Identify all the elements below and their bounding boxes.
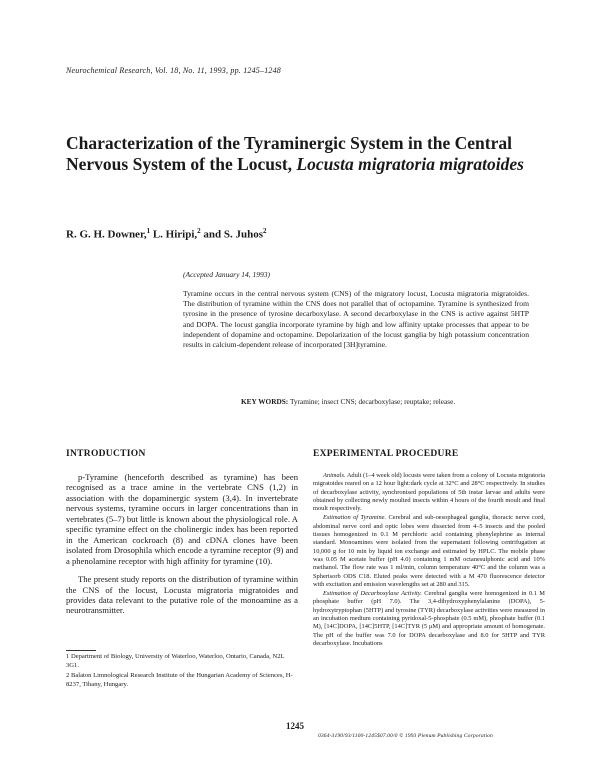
author-1-affil: 1 — [146, 227, 151, 235]
author-1: R. G. H. Downer, — [66, 228, 147, 241]
footnote-1: 1 Department of Biology, University of Waterloo, Waterloo, Ontario, Canada, N2L 3G1. — [66, 653, 285, 669]
author-2-affil: 2 — [197, 227, 201, 235]
copyright-line: 0364-3190/93/1100-1245$07.00/0 © 1993 Plenum Publishing Corporation — [318, 733, 493, 739]
article-title — [66, 133, 536, 175]
author-3-affil: 2 — [263, 227, 267, 235]
abstract: Tyramine occurs in the central nervous system (CNS) of the migratory locust, Locusta migratoria migratoides. The distribution of tyramine within the CNS does not parallel that of octopamine. Tyramine is synthesized from tyrosine in the presence of tyrosine decarboxylase. A second decarboxylase in the CNS is active against 5HTP and DOPA. The locust ganglia incorporate tyramine by high and low affinity uptake processes that appear to be independent of dopamine and octopamine. Depolarization of the locust ganglia by high potassium concentration results in calcium-dependent release of incorporated [3H]tyramine. — [183, 289, 529, 350]
title-species: Locusta migratoria migratoides — [296, 154, 524, 174]
introduction-paragraph-2: The present study reports on the distribution of tyramine within the CNS of the locust, Locusta migratoria migratoides and provides data relevant to the putative role of the monoamine as a neurotransmitter. — [66, 574, 298, 616]
experimental-paragraph-3 — [313, 590, 545, 648]
introduction-body — [66, 472, 298, 616]
animals-text: Adult (1–4 week old) locusts were taken from a colony of Locusta migratoria migratoides reared on a 12 hour light:dark cycle at 32°C and 28°C respectively. In studies of decarboxylase activity, synchronised populations of 5th instar larvae and adults were obtained by collecting newly moulted insects within 4 hours of the fourth moult and final moult respectively. — [313, 472, 545, 513]
experimental-paragraph-1 — [313, 472, 545, 513]
title-main: Characterization of the Tyraminergic System in the Central Nervous System of the Locust, — [66, 133, 512, 174]
animals-label: Animals. — [323, 472, 346, 479]
decarboxylase-label: Estimation of Decarboxylase Activity. — [323, 590, 422, 598]
experimental-body — [313, 472, 545, 649]
footnote-2: 2 Balaton Limnological Research Institute of the Hungarian Academy of Sciences, H-8237, Tihany, Hungary. — [66, 672, 293, 688]
decarboxylase-text: Cerebral ganglia were homogenized in 0.1 M phosphate buffer (pH 7.0). The 3,4-dihydroxyphenylalanine (DOPA), 5-hydroxytryptophan (5HTP) and tyrosine (TYR) decarboxylase activities were measured in an incubation medium containing pyridoxal-5-phosphate (0.5 mM), phosphate buffer (0.1 M), [14C]DOPA, [14C]5HTP, [14C]TYR (5 μM) and appropriate amount of homogenate. The pH of the buffer was 7.0 for DOPA decarboxylase and 8.0 for 5HTP and TYR decarboxylase. Incubations — [313, 590, 545, 647]
journal-citation: Neurochemical Research, Vol. 18, No. 11, 1993, pp. 1245–1248 — [66, 66, 282, 75]
keywords-text: Tyramine; insect CNS; decarboxylase; reuptake; release. — [289, 397, 456, 406]
author-2: L. Hiripi, — [152, 228, 198, 241]
page-number: 1245 — [286, 721, 304, 731]
experimental-paragraph-2 — [313, 514, 545, 589]
author-conjunction: and — [203, 228, 222, 241]
tyramine-estimation-label: Estimation of Tyramine. — [323, 514, 387, 522]
footnote-rule — [66, 650, 96, 651]
tyramine-estimation-text: Cerebral and sub-oesophageal ganglia, thoracic nerve cord, abdominal nerve cord and optic lobes were dissected from 4–5 insects and the pooled tissues homogenized in 0.1 M perchloric acid containing phenylephrine as internal standard. Monoamines were isolated from the supernatant following centrifugation at 10,000 g for 10 min by liquid ion exchange and estimated by HPLC. The mobile phase was 0.05 M acetate buffer (pH 4.0) containing 1 mM octanesulphonic acid and 10% methanol. The flow rate was 1 ml/min, column temperature 40°C and the column was a Spherisorb ODS C18. Eluted peaks were detected with a M 470 fluorescence detector with excitation and emission wavelengths set at 280 and 315. — [313, 514, 545, 588]
experimental-heading: EXPERIMENTAL PROCEDURE — [313, 449, 459, 459]
keywords — [241, 397, 541, 406]
keywords-label: KEY WORDS: — [241, 397, 289, 406]
introduction-heading: INTRODUCTION — [66, 449, 146, 459]
received-date: (Accepted January 14, 1993) — [183, 270, 271, 279]
introduction-paragraph-1: p-Tyramine (henceforth described as tyramine) has been recognised as a trace amine in the vertebrate CNS (1,2) in association with the dopaminergic system (3,4). In invertebrate nervous systems, tyramine occurs in larger concentrations than in vertebrates (5–7) but little is known about the physiological role. A specific tyramine effect on the cholinergic index has been reported in the American cockroach (8) and cDNA clones have been isolated from Drosophila which encode a tyramine receptor (9) and a phenolamine receptor with high affinity for tyramine (10). — [66, 472, 298, 566]
author-list — [66, 227, 267, 241]
author-3: S. Juhos — [223, 228, 264, 241]
footnotes — [66, 653, 298, 691]
